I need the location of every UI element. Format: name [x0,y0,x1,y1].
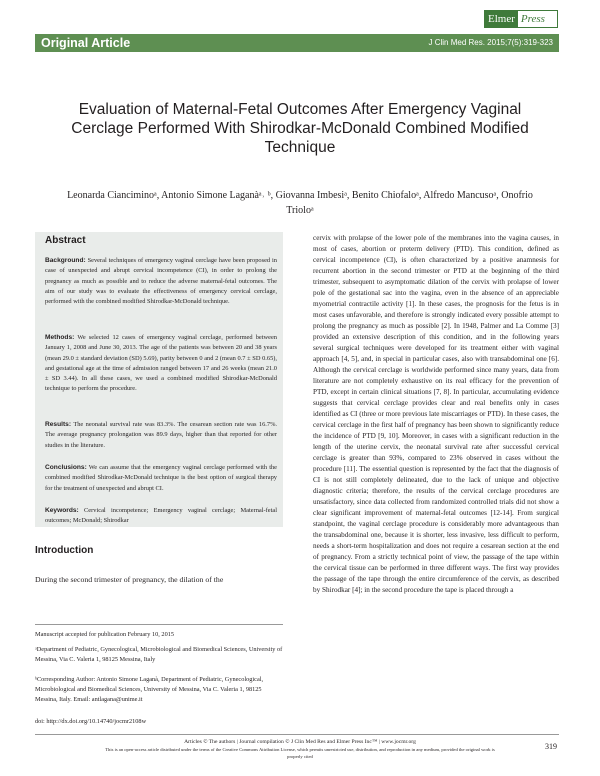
logo-part2: Press [518,11,548,27]
footer-copyright: Articles © The authors | Journal compilation © J Clin Med Res and Elmer Press Inc™ | www.jocmr.org [184,739,416,745]
corresponding-author: ᵇCorresponding Author: Antonio Simone Laganà, Department of Pediatric, Gynecological, Microbiological and Biomedical Sciences, University of Messina, Via C. Valeria 1, 98125 Messina, Italy. Email: antlagana@unime.it [35,676,264,703]
affiliation-a: ᵃDepartment of Pediatric, Gynecological, Microbiological and Biomedical Sciences, University of Messina, Via C. Valeria 1, 98125 Messina, Italy [35,646,283,663]
results-label: Results: [45,421,72,428]
methods-text: We selected 12 cases of emergency vaginal cerclage, performed between January 1, 2008 and June 30, 2013. The age of the patients was between 20 and 38 years (mean 29.0 ± standard deviation (SD) 5.69), parity between 0 and 2 (mean 0.7 ± SD 0.65), and gestational age at the time of admission ranged between 17 and 26 weeks (mean 21.0 ± SD 3.44). In all these cases, we used a combined modified Shirodkar-McDonald technique to perform the procedure. [45,334,277,393]
introduction-text: During the second trimester of pregnancy, the dilation of the [35,575,224,584]
abstract-conclusions [45,463,277,494]
page-number: 319 [545,742,557,751]
keywords-text: Cervical incompetence; Emergency vaginal cerclage; Maternal-fetal outcomes; McDonald; Shirodkar [45,507,277,525]
results-text: The neonatal survival rate was 83.3%. The cesarean section rate was 16.7%. The average pregnancy prolongation was 89.9 days, higher than that reported for other studies in the literature. [45,421,278,449]
keywords-label: Keywords: [45,507,79,514]
section-bar [35,34,559,52]
doi: doi: http://dx.doi.org/10.14740/jocmr2108w [35,718,147,725]
abstract-heading: Abstract [45,235,86,246]
author-list: Leonarda Cianciminoᵃ, Antonio Simone Laganàᵃ˒ ᵇ, Giovanna Imbesiᵃ, Benito Chiofaloᵃ, Alfredo Mancusoᵃ, Onofrio Trioloᵃ [67,190,533,216]
background-label: Background: [45,257,86,264]
abstract-methods [45,333,277,395]
abstract-background [45,256,277,307]
journal-citation: J Clin Med Res. 2015;7(5):319-323 [428,38,553,47]
conclusions-text: We can assume that the emergency vaginal cerclage performed with the combined modified Shirodkar-McDonald technique is the best option of surgical therapy for the treatment of unexpected and abrupt CI. [45,464,278,492]
accepted-date: Manuscript accepted for publication February 10, 2015 [35,631,175,638]
publisher-logo [484,10,558,28]
introduction-heading: Introduction [35,545,94,556]
section-label: Original Article [41,36,131,50]
conclusions-label: Conclusions: [45,464,87,471]
logo-part1: Elmer [485,11,518,27]
abstract-results [45,420,277,451]
footer-divider [35,734,559,735]
background-text: Several techniques of emergency vaginal cerclage have been proposed in case of unexpected and abrupt cervical incompetence (CI), in order to prolong the pregnancy as much as possible and to reduce the adverse maternal-fetal outcomes. The aim of our study was to evaluate the effectiveness of emergency cervical cerclage, performed with the combined modified Shirodkar-McDonald technique. [45,257,277,306]
methods-label: Methods: [45,334,75,341]
abstract-keywords [45,506,277,527]
body-text-right: cervix with prolapse of the lower pole of the membranes into the vagina causes, in most of cases, abortion or preterm delivery (PTD). This condition, defined as cervical incompetence (CI), is often characterized by a positive anamnesis for recurrent abortion in the second trimester or PTD at the beginning of the third trimester, subsequent to asymptomatic dilation of the cervix with prolapse of lower pole of the gestational sac into the vagina, even in the absence of an appreciable myometrial contractile activity [1]. In these cases, the prognosis for the fetus is in most cases unfavorable, and therefore is strongly indicated every possible attempt to prolong the pregnancy as much as possible [2]. In 1948, Palmer and La Comme [3] provided an extensive description of this condition, and in the following years several surgical techniques were developed for its treatment either with vaginal approach [4, 5], and, in special in particular cases, also with transabdominal one [6]. Although the cervical cerclage is worldwide performed since many years, data from literature are not completely exhaustive on its real efficacy for the prevention of PTD, except in certain clinical situations [7, 8]. In particular, accumulating evidence suggests that cervical cerclage provides clear and real benefits only in cases identified as CI (three or more previous late miscarriages or PTD). In these cases, the cervical cerclage in the first half of pregnancy has been shown to significantly reduce the incidence of PTD [9, 10]. Moreover, in cases with a significant reduction in the length of the uterine cervix, the neonatal survival rate after successful cervical cerclage is greater than 93%, compared to 23% observed in cases without the procedure [11]. The essential question is represented by the fact that the diagnosis of CI is not still completely delineated, due to the lack of unique and objective diagnostic criteria; therefore, the results of the cervical cerclage procedures are unsatisfactory, since data collected from randomized controlled trials did not show a clear significant improvement of maternal-fetal outcomes [12-14]. From surgical standpoint, the vaginal cerclage procedure is considerably more advantageous than the transabdominal one, because it is shorter, less invasive, less difficult to perform, needs a short-term hospitalization and does not require a cesarean section at the end of pregnancy. From a strictly technical point of view, the passage of the tape within the cervical tissue can be performed in three different ways. The first way provides the passage of the tape through the entire circumference of the cervix, as described by Shirodkar [4]; in the second procedure the tape is placed through a [313,234,559,594]
notes-divider [35,624,283,625]
footer-license: This is an open-access article distributed under the terms of the Creative Commons Attribution License, which permits unrestricted use, distribution, and reproduction in any medium, provided the original work is properly cited [105,747,495,759]
article-title: Evaluation of Maternal-Fetal Outcomes After Emergency Vaginal Cerclage Performed With Shirodkar-McDonald Combined Modified Technique [71,101,529,156]
